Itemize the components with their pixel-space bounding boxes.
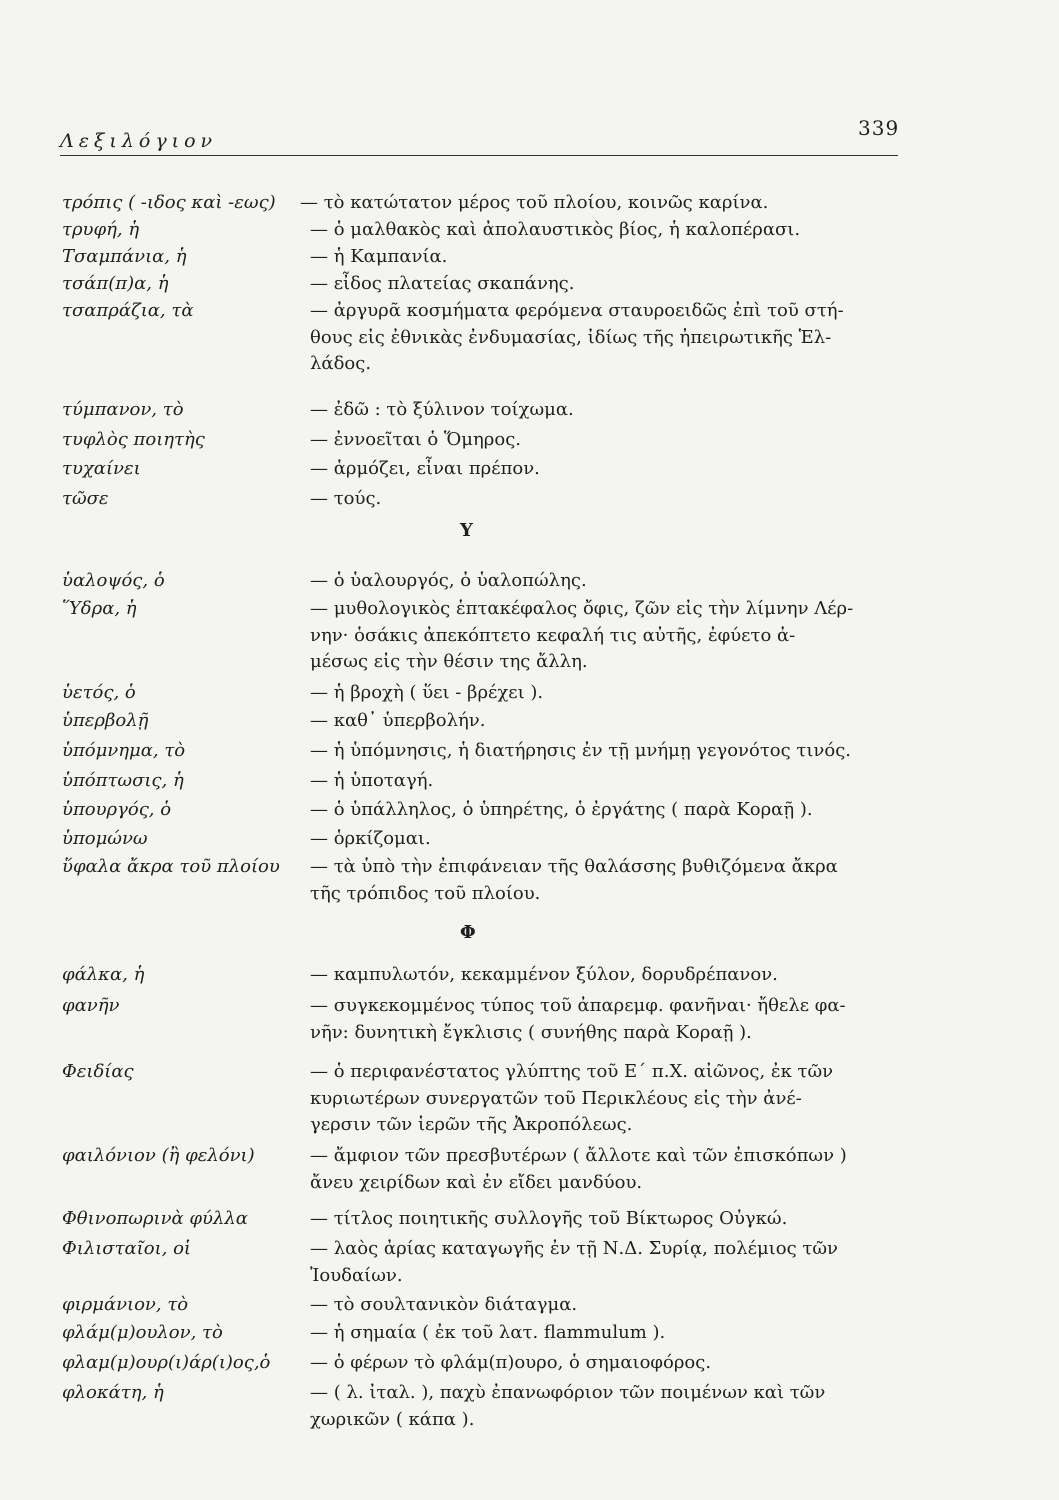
entry-definition: — ὁρκίζομαι. xyxy=(310,828,431,849)
entry-definition: — ἄμφιον τῶν πρεσβυτέρων ( ἄλλοτε καὶ τῶν ἐπισκόπων ) ἄνευ χειρίδων καὶ ἐν εἴδει μανδύου. xyxy=(310,1145,847,1193)
entry-term: φιρμάνιον, τὸ xyxy=(62,1294,189,1315)
entry-term: φλαμ(μ)ουρ(ι)άρ(ι)ος,ὁ xyxy=(62,1352,271,1373)
entry-term: Ὕδρα, ἡ xyxy=(62,598,137,619)
entry-term: ὑετός, ὁ xyxy=(62,682,136,703)
entry-definition: — καθ᾽ ὑπερβολήν. xyxy=(310,710,486,731)
header-rule xyxy=(60,155,898,156)
entry-term: Φιλισταῖοι, οἱ xyxy=(62,1238,191,1259)
entry-definition: — ἀργυρᾶ κοσμήματα φερόμενα σταυροειδῶς ἐπὶ τοῦ στή- θους εἰς ἐθνικὰς ἐνδυμασίας, ἰδίως τῆς ἠπειρωτικῆς Ἑλ- λάδος. xyxy=(310,300,844,374)
entry-definition: — ( λ. ἰταλ. ), παχὺ ἐπανωφόριον τῶν ποιμένων καὶ τῶν χωρικῶν ( κάπα ). xyxy=(310,1382,826,1430)
entry-definition: — ὁ ὑαλουργός, ὁ ὑαλοπώλης. xyxy=(310,570,587,591)
entry-definition: — ἡ ὑπόμνησις, ἡ διατήρησις ἐν τῇ μνήμῃ γεγονότος τινός. xyxy=(310,740,852,761)
entry-definition: — εἶδος πλατείας σκαπάνης. xyxy=(310,273,575,294)
entry-term: ὑπουργός, ὁ xyxy=(62,799,172,820)
entry-term: φάλκα, ἡ xyxy=(62,964,145,985)
entry-definition: — τίτλος ποιητικῆς συλλογῆς τοῦ Βίκτωρος Οὐγκώ. xyxy=(310,1208,788,1229)
entry-definition: — ἡ σημαία ( ἐκ τοῦ λατ. flammulum ). xyxy=(310,1322,666,1343)
running-head: Λεξιλόγιον xyxy=(60,130,218,152)
entry-definition: — ἡ βροχὴ ( ὕει - βρέχει ). xyxy=(310,682,544,703)
entry-definition: — ἐννοεῖται ὁ Ὅμηρος. xyxy=(310,429,521,450)
entry-term: ὕφαλα ἄκρα τοῦ πλοίου xyxy=(62,856,280,877)
entry-definition: — συγκεκομμένος τύπος τοῦ ἀπαρεμφ. φανῆναι· ἤθελε φα- νῆν: δυνητικὴ ἔγκλισις ( συνήθης παρὰ Κοραῇ ). xyxy=(310,995,846,1043)
entry-definition: — τὸ κατώτατον μέρος τοῦ πλοίου, κοινῶς καρίνα. xyxy=(300,192,769,213)
entry-definition: — ὁ ὑπάλληλος, ὁ ὑπηρέτης, ὁ ἐργάτης ( παρὰ Κοραῇ ). xyxy=(310,799,813,820)
entry-definition: — ἡ Καμπανία. xyxy=(310,246,448,267)
entry-definition: — ἐδῶ : τὸ ξύλινον τοίχωμα. xyxy=(310,399,574,420)
entry-definition: — μυθολογικὸς ἑπτακέφαλος ὄφις, ζῶν εἰς τὴν λίμνην Λέρ- νην· ὁσάκις ἀπεκόπτετο κεφαλή τις αὐτῆς, ἐφύετο ἀ- μέσως εἰς τὴν θέσιν της ἄλλη. xyxy=(310,598,854,672)
page-number: 339 xyxy=(858,116,900,140)
entry-definition: — ὁ φέρων τὸ φλάμ(π)ουρο, ὁ σημαιοφόρος. xyxy=(310,1352,712,1373)
entry-definition: — καμπυλωτόν, κεκαμμένον ξύλον, δορυδρέπανον. xyxy=(310,964,778,985)
entry-definition: — τὰ ὑπὸ τὴν ἐπιφάνειαν τῆς θαλάσσης βυθιζόμενα ἄκρα τῆς τρόπιδος τοῦ πλοίου. xyxy=(310,856,838,904)
entry-term: Φειδίας xyxy=(62,1061,134,1082)
entry-term: φανῆν xyxy=(62,995,120,1016)
entry-term: τύμπανον, τὸ xyxy=(62,399,184,420)
entry-term: ὑαλοψός, ὁ xyxy=(62,570,165,591)
entry-term: τυχαίνει xyxy=(62,458,141,479)
entry-term: τῶσε xyxy=(62,488,109,509)
entry-term: φαιλόνιον (ἢ φελόνι) xyxy=(62,1145,255,1166)
entry-term: τυφλὸς ποιητὴς xyxy=(62,429,205,450)
entry-term: τσάπ(π)α, ἡ xyxy=(62,273,169,294)
entry-definition: — ἁρμόζει, εἶναι πρέπον. xyxy=(310,458,540,479)
entry-term: ὑπερβολῇ xyxy=(62,710,149,731)
entry-definition: — ὁ μαλθακὸς καὶ ἀπολαυστικὸς βίος, ἡ καλοπέρασι. xyxy=(310,219,801,240)
entry-term: ὑπόπτωσις, ἡ xyxy=(62,770,184,791)
entry-definition: — τούς. xyxy=(310,488,382,509)
entry-term: τρυφή, ἡ xyxy=(62,219,140,240)
entry-term: τρόπις ( -ιδος καὶ -εως) xyxy=(62,192,276,213)
section-letter-phi: Φ xyxy=(460,922,476,943)
entry-term: Τσαμπάνια, ἡ xyxy=(62,246,187,267)
entry-term: Φθινοπωρινὰ φύλλα xyxy=(62,1208,248,1229)
entry-term: τσαπράζια, τὰ xyxy=(62,300,194,321)
section-letter-upsilon: Υ xyxy=(460,520,473,541)
entry-term: ὑπομώνω xyxy=(62,828,148,849)
entry-term: φλάμ(μ)ουλον, τὸ xyxy=(62,1322,223,1343)
entry-definition: — λαὸς ἀρίας καταγωγῆς ἐν τῇ Ν.Δ. Συρίᾳ, πολέμιος τῶν Ἰουδαίων. xyxy=(310,1238,838,1286)
entry-term: ὑπόμνημα, τὸ xyxy=(62,740,186,761)
entry-definition: — ἡ ὑποταγή. xyxy=(310,770,434,791)
entry-definition: — τὸ σουλτανικὸν διάταγμα. xyxy=(310,1294,578,1315)
entry-definition: — ὁ περιφανέστατος γλύπτης τοῦ Ε΄ π.Χ. αἰῶνος, ἐκ τῶν κυριωτέρων συνεργατῶν τοῦ Περικλέους εἰς τὴν ἀνέ- γερσιν τῶν ἱερῶν τῆς Ἀκροπόλεως. xyxy=(310,1061,834,1135)
entry-term: φλοκάτη, ἡ xyxy=(62,1382,164,1403)
